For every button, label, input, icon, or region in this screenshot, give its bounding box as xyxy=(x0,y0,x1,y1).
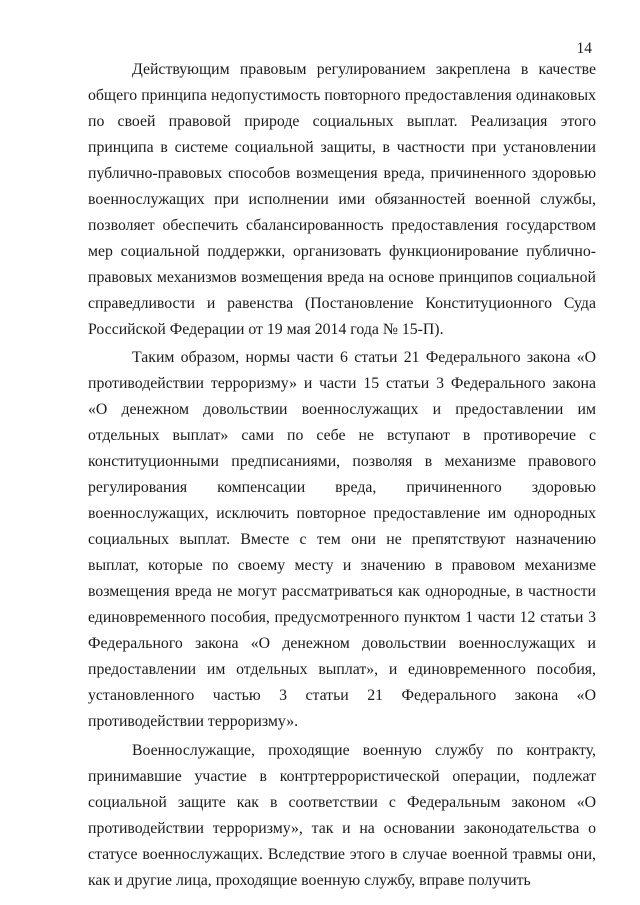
page-number: 14 xyxy=(576,40,592,57)
document-body xyxy=(88,57,596,894)
paragraph: Таким образом, нормы части 6 статьи 21 Федерального закона «О противодействии терроризму» и части 15 статьи 3 Федерального закона «О денежном довольствии военнослужащих и предоставлении им отдельных выплат» сами по себе не вступают в противоречие с конституционными предписаниями, позволяя в механизме правового регулирования компенсации вреда, причиненного здоровью военнослужащих, исключить повторное предоставление им однородных социальных выплат. Вместе с тем они не препятствуют назначению выплат, которые по своему месту и значению в правовом механизме возмещения вреда не могут рассматриваться как однородные, в частности единовременного пособия, предусмотренного пунктом 1 части 12 статьи 3 Федерального закона «О денежном довольствии военнослужащих и предоставлении им отдельных выплат», и единовременного пособия, установленного частью 3 статьи 21 Федерального закона «О противодействии терроризму». xyxy=(88,349,596,730)
paragraph: Действующим правовым регулированием закреплена в качестве общего принципа недопустимость повторного предоставления одинаковых по своей правовой природе социальных выплат. Реализация этого принципа в системе социальной защиты, в частности при установлении публично-правовых способов возмещения вреда, причиненного здоровью военнослужащих при исполнении ими обязанностей военной службы, позволяет обеспечить сбалансированность предоставления государством мер социальной поддержки, организовать функционирование публично-правовых механизмов возмещения вреда на основе принципов социальной справедливости и равенства (Постановление Конституционного Суда Российской Федерации от 19 мая 2014 года № 15-П). xyxy=(88,61,596,338)
paragraph: Военнослужащие, проходящие военную службу по контракту, принимавшие участие в контртеррористической операции, подлежат социальной защите как в соответствии с Федеральным законом «О противодействии терроризму», так и на основании законодательства о статусе военнослужащих. Вследствие этого в случае военной травмы они, как и другие лица, проходящие военную службу, вправе получить xyxy=(88,742,596,889)
